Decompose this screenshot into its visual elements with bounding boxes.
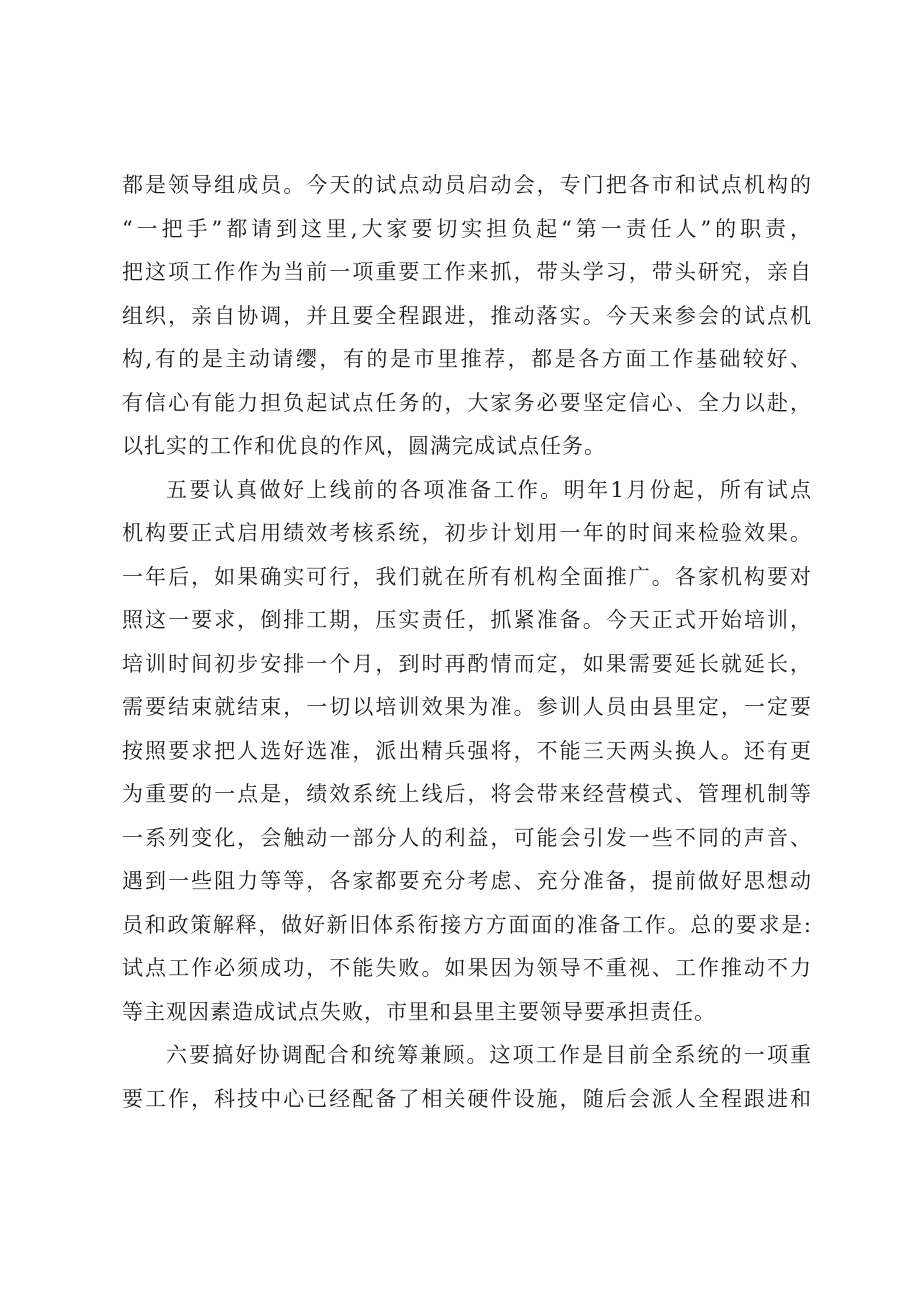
text-line: 构,有的是主动请缨，有的是市里推荐，都是各方面工作基础较好、 (122, 347, 812, 371)
text-line: 以扎实的工作和优良的作风，圆满完成试点任务。 (122, 434, 606, 458)
text-line: 机构要正式启用绩效考核系统，初步计划用一年的时间来检验效果。 (122, 521, 812, 545)
text-line: 五要认真做好上线前的各项准备工作。明年1月份起，所有试点 (166, 477, 812, 502)
text-line: 员和政策解释，做好新旧体系衔接方方面面的准备工作。总的要求是: (122, 912, 812, 937)
text-line: 都是领导组成员。今天的试点动员启动会，专门把各市和试点机构的 (122, 173, 812, 197)
text-line: 培训时间初步安排一个月，到时再酌情而定，如果需要延长就延长， (122, 651, 812, 676)
text-line: 等主观因素造成试点失败，市里和县里主要领导要承担责任。 (122, 999, 716, 1024)
text-line: 有信心有能力担负起试点任务的，大家务必要坚定信心、全力以赴， (122, 390, 812, 415)
text-line: 需要结束就结束，一切以培训效果为准。参训人员由县里定，一定要 (122, 695, 812, 719)
paragraph-item-six (122, 1034, 812, 1121)
text-line: 把这项工作作为当前一项重要工作来抓，带头学习，带头研究，亲自 (122, 260, 812, 284)
document-body (122, 164, 812, 1121)
paragraph-1 (122, 164, 812, 469)
text-line: 组织，亲自协调，并且要全程跟进，推动落实。今天来参会的试点机 (122, 303, 812, 328)
text-line: 遇到一些阻力等等，各家都要充分考虑、充分准备，提前做好思想动 (122, 869, 812, 893)
text-line: “一把手”都请到这里,大家要切实担负起“第一责任人”的职责， (122, 216, 812, 241)
text-line: 六要搞好协调配合和统筹兼顾。这项工作是目前全系统的一项重 (166, 1043, 812, 1067)
text-line: 为重要的一点是，绩效系统上线后，将会带来经营模式、管理机制等 (122, 782, 812, 806)
text-line: 一系列变化，会触动一部分人的利益，可能会引发一些不同的声音、 (122, 825, 812, 850)
paragraph-item-five (122, 469, 812, 1035)
text-line: 一年后，如果确实可行，我们就在所有机构全面推广。各家机构要对 (122, 564, 812, 589)
text-line: 照这一要求，倒排工期，压实责任，抓紧准备。今天正式开始培训， (122, 608, 812, 632)
text-line: 试点工作必须成功，不能失败。如果因为领导不重视、工作推动不力 (122, 956, 812, 980)
text-line: 按照要求把人选好选准，派出精兵强将，不能三天两头换人。还有更 (122, 738, 812, 763)
text-line: 要工作，科技中心已经配备了相关硬件设施，随后会派人全程跟进和 (122, 1086, 812, 1111)
